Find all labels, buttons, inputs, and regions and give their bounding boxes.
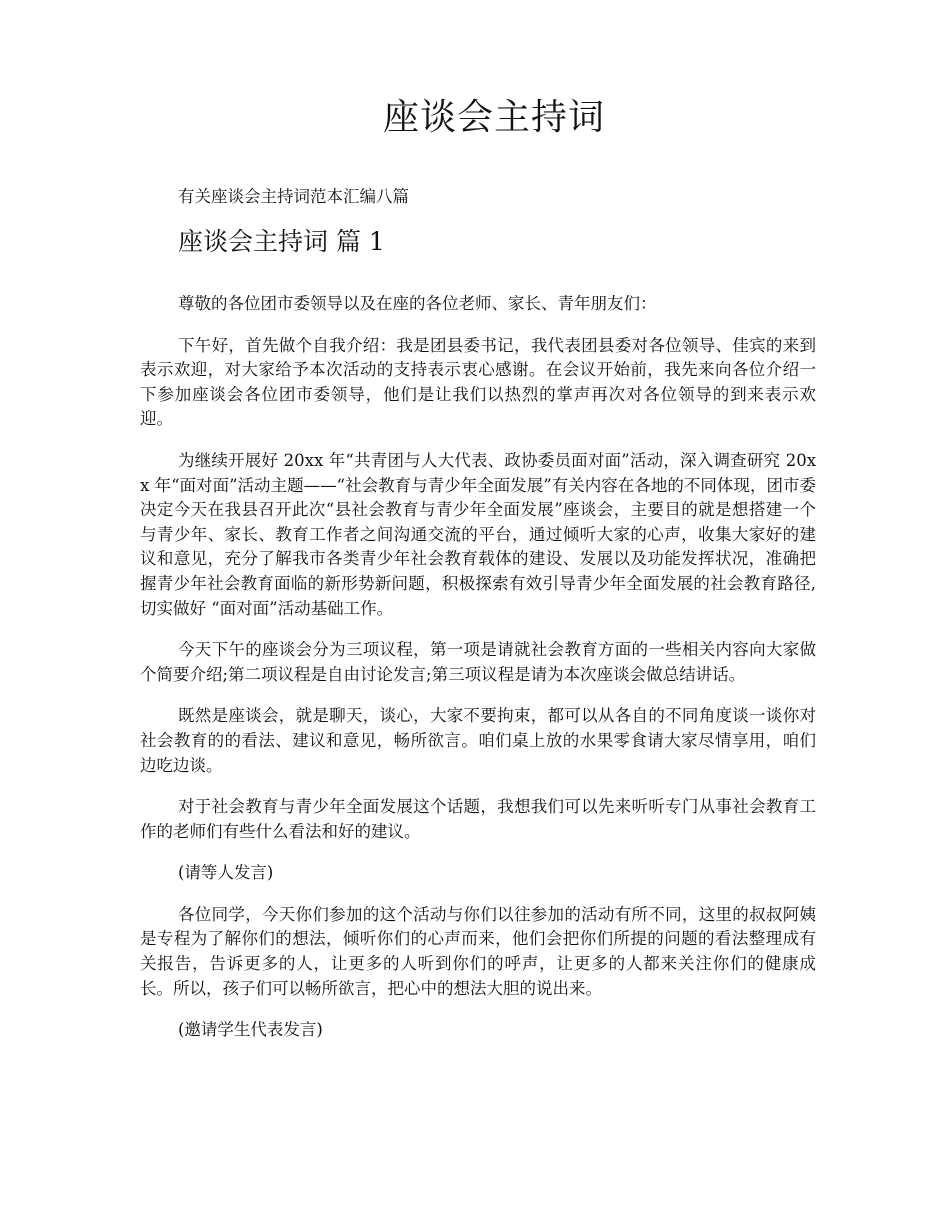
paragraph-purpose: 为继续开展好 20xx 年“共青团与人大代表、政协委员面对面”活动，深入调查研究 20xx 年“面对面”活动主题——“社会教育与青少年全面发展”有关内容在各地的不同体现，团市委决定今天在我县召开此次“县社会教育与青少年全面发展”座谈会，主要目的就是想搭建一个与青少年、家长、教育工作者之间沟通交流的平台，通过倾听大家的心声，收集大家好的建议和意见，充分了解我市各类青少年社会教育载体的建设、发展以及功能发挥状况，准确把握青少年社会教育面临的新形势新问题，积极探索有效引导青少年全面发展的社会教育路径,切实做好 “面对面”活动基础工作。 bbox=[140, 450, 816, 618]
section-heading: 座谈会主持词 篇 1 bbox=[178, 227, 385, 256]
document-title: 座谈会主持词 bbox=[382, 97, 605, 138]
paragraph-discussion: 既然是座谈会，就是聊天，谈心，大家不要拘束，都可以从各自的不同角度谈一谈你对社会教育的的看法、建议和意见，畅所欲言。咱们桌上放的水果零食请大家尽情享用，咱们边吃边谈。 bbox=[140, 706, 816, 775]
paragraph-students: 各位同学，今天你们参加的这个活动与你们以往参加的活动有所不同，这里的叔叔阿姨是专程为了解你们的想法，倾听你们的心声而来，他们会把你们所提的问题的看法整理成有关报告，告诉更多的人，让更多的人听到你们的呼声，让更多的人都来关注你们的健康成长。所以，孩子们可以畅所欲言，把心中的想法大胆的说出来。 bbox=[140, 904, 816, 998]
paragraph-stage-note-students: (邀请学生代表发言) bbox=[178, 1020, 323, 1040]
paragraph-introduction: 下午好，首先做个自我介绍：我是团县委书记，我代表团县委对各位领导、佳宾的来到表示欢迎，对大家给予本次活动的支持表示衷心感谢。在会议开始前，我先来向各位介绍一下参加座谈会各位团市委领导，他们是让我们以热烈的掌声再次对各位领导的到来表示欢迎。 bbox=[140, 335, 816, 429]
paragraph-greeting: 尊敬的各位团市委领导以及在座的各位老师、家长、青年朋友们： bbox=[178, 294, 657, 313]
document-body bbox=[140, 292, 816, 1060]
document-subtitle: 有关座谈会主持词范本汇编八篇 bbox=[178, 187, 409, 206]
paragraph-teachers-invite: 对于社会教育与青少年全面发展这个话题，我想我们可以先来听听专门从事社会教育工作的老师们有些什么看法和好的建议。 bbox=[140, 797, 816, 841]
paragraph-agenda: 今天下午的座谈会分为三项议程，第一项是请就社会教育方面的一些相关内容向大家做个简要介绍;第二项议程是自由讨论发言;第三项议程是请为本次座谈会做总结讲话。 bbox=[140, 640, 816, 684]
paragraph-stage-note-speakers: (请等人发言) bbox=[178, 863, 274, 883]
